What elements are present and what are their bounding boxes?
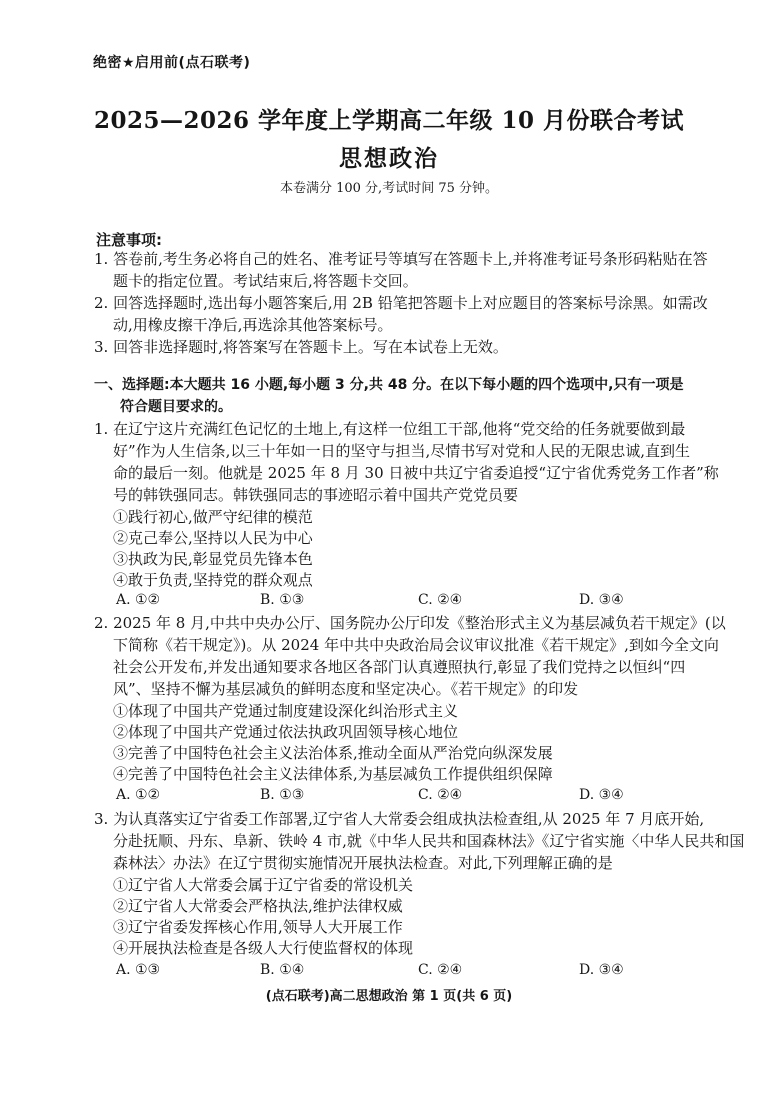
q1-stem: 好”作为人生信条,以三十年如一日的坚守与担当,尽情书写对党和人民的无限忠诚,直到生	[113, 442, 690, 460]
q3-option-c: C. ②④	[418, 962, 463, 978]
q2-stem: 下简称《若干规定》)。从 2024 年中共中央政治局会议审议批准《若干规定》,到如今全文向	[113, 636, 719, 654]
q1-item: ①践行初心,做严守纪律的模范	[113, 508, 313, 526]
q3-option-b: B. ①④	[260, 962, 305, 978]
q3-stem: 森林法〉办法》在辽宁贯彻实施情况开展执法检查。对此,下列理解正确的是	[113, 854, 613, 872]
q3-item: ④开展执法检查是各级人大行使监督权的体现	[113, 939, 414, 957]
q2-option-b: B. ①③	[260, 787, 305, 803]
q3-item: ②辽宁省人大常委会严格执法,维护法律权威	[113, 897, 403, 915]
q1-option-a: A. ①②	[116, 592, 161, 608]
confidential-label: 绝密★启用前(点石联考)	[93, 55, 251, 71]
q2-stem: 2. 2025 年 8 月,中共中央办公厅、国务院办公厅印发《整治形式主义为基层减负若干规定》(以	[94, 614, 726, 632]
notes-line: 1. 答卷前,考生务必将自己的姓名、准考证号等填写在答题卡上,并将准考证号条形码粘贴在答	[94, 250, 708, 268]
q1-item: ③执政为民,彰显党员先锋本色	[113, 550, 313, 568]
notes-line: 2. 回答选择题时,选出每小题答案后,用 2B 铅笔把答题卡上对应题目的答案标号涂黑。如需改	[94, 294, 708, 312]
q3-option-d: D. ③④	[579, 962, 624, 978]
q3-item: ①辽宁省人大常委会属于辽宁省委的常设机关	[113, 876, 414, 894]
q2-option-a: A. ①②	[116, 787, 161, 803]
notes-line: 3. 回答非选择题时,将答案写在答题卡上。写在本试卷上无效。	[94, 338, 508, 356]
exam-meta: 本卷满分 100 分,考试时间 75 分钟。	[279, 181, 499, 196]
q2-item: ①体现了中国共产党通过制度建设深化纠治形式主义	[113, 702, 459, 720]
q1-item: ④敢于负责,坚持党的群众观点	[113, 571, 313, 589]
q1-option-d: D. ③④	[579, 592, 624, 608]
notes-heading: 注意事项:	[96, 231, 162, 249]
exam-title: 2025—2026 学年度上学期高二年级 10 月份联合考试	[93, 107, 685, 134]
q2-option-d: D. ③④	[579, 787, 624, 803]
q2-item: ②体现了中国共产党通过依法执政巩固领导核心地位	[113, 723, 459, 741]
q3-option-a: A. ①③	[116, 962, 161, 978]
section-heading-cont: 符合题目要求的。	[120, 399, 232, 415]
q1-stem: 命的最后一刻。他就是 2025 年 8 月 30 日被中共辽宁省委追授“辽宁省优秀党务工作者”称	[113, 464, 719, 482]
exam-subject: 思想政治	[339, 145, 439, 172]
q1-option-b: B. ①③	[260, 592, 305, 608]
q1-item: ②克己奉公,坚持以人民为中心	[113, 529, 313, 547]
q1-stem: 号的韩铁强同志。韩铁强同志的事迹昭示着中国共产党党员要	[113, 486, 519, 504]
q3-stem: 3. 为认真落实辽宁省委工作部署,辽宁省人大常委会组成执法检查组,从 2025 年 7 月底开始,	[94, 810, 705, 828]
notes-line: 动,用橡皮擦干净后,再选涂其他答案标号。	[113, 316, 393, 334]
q1-stem: 1. 在辽宁这片充满红色记忆的土地上,有这样一位组工干部,他将“党交给的任务就要做到最	[94, 420, 686, 438]
q2-option-c: C. ②④	[418, 787, 463, 803]
notes-line: 题卡的指定位置。考试结束后,将答题卡交回。	[113, 272, 418, 290]
section-heading: 一、选择题:本大题共 16 小题,每小题 3 分,共 48 分。在以下每小题的四个选项中,只有一项是	[94, 377, 684, 393]
q2-item: ④完善了中国特色社会主义法律体系,为基层减负工作提供组织保障	[113, 765, 553, 783]
q2-item: ③完善了中国特色社会主义法治体系,推动全面从严治党向纵深发展	[113, 744, 553, 762]
q1-option-c: C. ②④	[418, 592, 463, 608]
q3-item: ③辽宁省委发挥核心作用,领导人大开展工作	[113, 918, 403, 936]
q2-stem: 社会公开发布,并发出通知要求各地区各部门认真遵照执行,彰显了我们党持之以恒纠“四	[113, 658, 686, 676]
q3-stem: 分赴抚顺、丹东、阜新、铁岭 4 市,就《中华人民共和国森林法》《辽宁省实施〈中华人民共和国	[113, 832, 745, 850]
q2-stem: 风”、坚持不懈为基层减负的鲜明态度和坚定决心。《若干规定》的印发	[113, 680, 579, 698]
page-footer: (点石联考)高二思想政治 第 1 页(共 6 页)	[265, 989, 513, 1004]
